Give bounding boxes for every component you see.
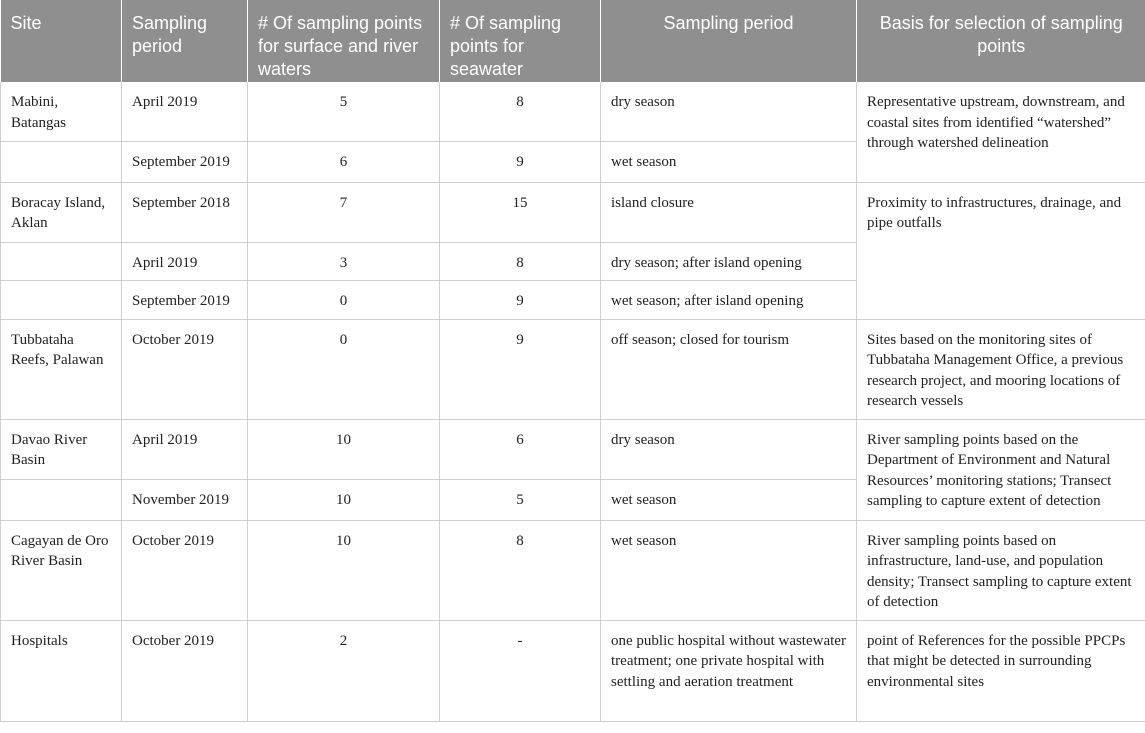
cell-site [1,242,122,280]
table-row [1,319,1145,419]
cell-season: dry season [601,419,857,479]
cell-seawater-points: 9 [440,319,601,419]
table-header-row [1,0,1145,82]
cell-seawater-points: 9 [440,280,601,319]
cell-season: island closure [601,182,857,242]
table-row [1,82,1145,141]
cell-seawater-points: 8 [440,242,601,280]
cell-season: dry season [601,82,857,141]
header-surface-river-points: # Of sampling points for surface and river waters [248,0,440,82]
cell-seawater-points: 6 [440,419,601,479]
cell-season: wet season; after island opening [601,280,857,319]
cell-site: Tubbataha Reefs, Palawan [1,319,122,419]
cell-period: October 2019 [122,620,248,721]
cell-seawater-points: 5 [440,479,601,520]
header-sampling-period: Sampling period [122,0,248,82]
cell-surface-points: 10 [248,520,440,620]
cell-season: one public hospital without wastewater treatment; one private hospital with settling and aeration treatment [601,620,857,721]
cell-period: April 2019 [122,419,248,479]
cell-basis: Proximity to infrastructures, drainage, and pipe outfalls [857,182,1145,319]
cell-season: wet season [601,141,857,182]
cell-site [1,479,122,520]
table-row [1,620,1145,721]
header-site: Site [1,0,122,82]
cell-surface-points: 0 [248,280,440,319]
table-row [1,520,1145,620]
cell-season: dry season; after island opening [601,242,857,280]
cell-basis: point of References for the possible PPCPs that might be detected in surrounding environmental sites [857,620,1145,721]
cell-seawater-points: - [440,620,601,721]
cell-season: off season; closed for tourism [601,319,857,419]
cell-period: April 2019 [122,242,248,280]
cell-site: Mabini, Batangas [1,82,122,141]
cell-surface-points: 3 [248,242,440,280]
table-row [1,419,1145,479]
cell-basis: Sites based on the monitoring sites of Tubbataha Management Office, a previous research project, and mooring locations of research vessels [857,319,1145,419]
cell-period: September 2019 [122,141,248,182]
cell-site: Hospitals [1,620,122,721]
cell-surface-points: 10 [248,419,440,479]
cell-season: wet season [601,520,857,620]
cell-seawater-points: 8 [440,82,601,141]
header-selection-basis: Basis for selection of sampling points [857,0,1145,82]
cell-surface-points: 6 [248,141,440,182]
cell-basis: River sampling points based on the Department of Environment and Natural Resources’ monitoring stations; Transect sampling to capture extent of detection [857,419,1145,520]
cell-site [1,280,122,319]
cell-site: Davao River Basin [1,419,122,479]
cell-surface-points: 5 [248,82,440,141]
cell-site: Boracay Island, Aklan [1,182,122,242]
cell-period: September 2018 [122,182,248,242]
cell-surface-points: 10 [248,479,440,520]
cell-seawater-points: 9 [440,141,601,182]
cell-surface-points: 0 [248,319,440,419]
header-sampling-season: Sampling period [601,0,857,82]
table-row [1,182,1145,242]
cell-surface-points: 2 [248,620,440,721]
header-seawater-points: # Of sampling points for seawater [440,0,601,82]
cell-period: September 2019 [122,280,248,319]
cell-seawater-points: 8 [440,520,601,620]
cell-period: April 2019 [122,82,248,141]
cell-seawater-points: 15 [440,182,601,242]
cell-period: October 2019 [122,319,248,419]
cell-basis: Representative upstream, downstream, and coastal sites from identified “watershed” through watershed delineation [857,82,1145,182]
cell-period: November 2019 [122,479,248,520]
cell-basis: River sampling points based on infrastructure, land-use, and population density; Transect sampling to capture extent of detection [857,520,1145,620]
cell-surface-points: 7 [248,182,440,242]
cell-site: Cagayan de Oro River Basin [1,520,122,620]
cell-site [1,141,122,182]
cell-period: October 2019 [122,520,248,620]
cell-season: wet season [601,479,857,520]
